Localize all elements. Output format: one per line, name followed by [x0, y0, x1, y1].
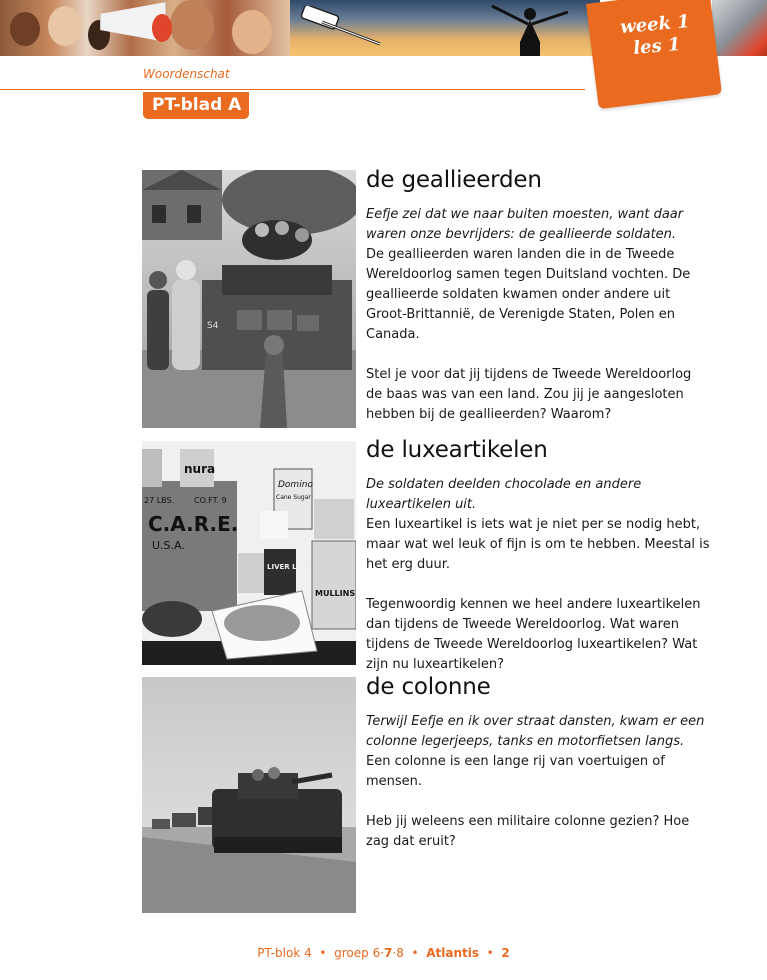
- photo-children-tank: [142, 170, 356, 428]
- mullins-can-label: MULLINS: [315, 589, 356, 598]
- entry-body-1: [366, 205, 711, 425]
- care-box-label: C.A.R.E.: [148, 512, 239, 536]
- photo-care-package: [142, 441, 356, 665]
- entry-example-1: Eefje zei dat we naar buiten moesten, want daar waren onze bevrijders: de geallieerde soldaten.: [366, 207, 684, 242]
- care-box-sub: U.S.A.: [152, 539, 185, 552]
- section-label: Woordenschat: [143, 67, 230, 81]
- footer-group-prefix: groep 6: [334, 946, 381, 960]
- entry-definition-3: Een colonne is een lange rij van voertuigen of mensen.: [366, 754, 665, 789]
- entry-definition-2: Een luxeartikel is iets wat je niet per se nodig hebt, maar wat wel leuk of fijn is om te hebben. Meestal is het erg duur.: [366, 517, 710, 572]
- entry-term-3: de colonne: [366, 674, 491, 700]
- entry-example-2: De soldaten deelden chocolade en andere luxeartikelen uit.: [366, 477, 642, 512]
- entry-term-1: de geallieerden: [366, 167, 542, 193]
- entry-example-3: Terwijl Eefje en ik over straat dansten, kwam er een colonne legerjeeps, tanks en motorfietsen langs.: [366, 714, 705, 749]
- week-label: week 1: [619, 11, 691, 39]
- care-box-stamp: CO.FT. 9: [194, 496, 227, 505]
- box-brand-sub: Cane Sugar: [276, 494, 311, 501]
- box-brand-label: Domino: [278, 480, 313, 490]
- entry-question-3: Heb jij weleens een militaire colonne gezien? Hoe zag dat eruit?: [366, 814, 690, 849]
- header-photo-microphones: [712, 0, 767, 56]
- can-brand-label: nura: [184, 462, 216, 476]
- entry-body-3: [366, 712, 711, 852]
- gavel-drawing: [296, 6, 388, 50]
- entry-definition-1: De geallieerden waren landen die in de Tweede Wereldoorlog samen tegen Duitsland vochten. De geallieerde soldaten kwamen onder andere uit Groot-Brittannië, de Verenigde Staten, Polen en Canada.: [366, 247, 691, 342]
- care-box-number: 27 LBS.: [144, 496, 175, 505]
- lesson-label: les 1: [632, 33, 682, 59]
- page-number: 2: [501, 946, 510, 960]
- photo-tank-column: [142, 677, 356, 913]
- section-divider: [0, 89, 585, 90]
- megaphone-rim: [152, 14, 172, 42]
- footer-group-current: 7: [384, 946, 393, 960]
- entry-term-2: de luxeartikelen: [366, 437, 548, 463]
- silhouette-person-image: [490, 2, 570, 56]
- footer-block: PT-blok 4: [257, 946, 312, 960]
- worksheet-tab: PT-blad A: [143, 92, 249, 119]
- footer-series: Atlantis: [426, 946, 479, 960]
- footer-separator: •: [319, 946, 327, 960]
- footer-group-suffix: 8: [396, 946, 404, 960]
- page-footer: PT-blok 4 • groep 6·7·8 • Atlantis • 2: [257, 946, 510, 960]
- entry-question-2: Tegenwoordig kennen we heel andere luxeartikelen dan tijdens de Tweede Wereldoorlog. Wat waren tijdens de Tweede Wereldoorlog luxeartikelen? Wat zijn nu luxeartikelen?: [366, 597, 701, 672]
- entry-question-1: Stel je voor dat jij tijdens de Tweede Wereldoorlog de baas was van een land. Zou jij je aangesloten hebben bij de geallieerden? Waarom?: [366, 367, 692, 422]
- liver-can-label: LIVER LOAF: [267, 563, 313, 571]
- tank-number-label: S4: [207, 321, 219, 331]
- entry-body-2: [366, 475, 711, 675]
